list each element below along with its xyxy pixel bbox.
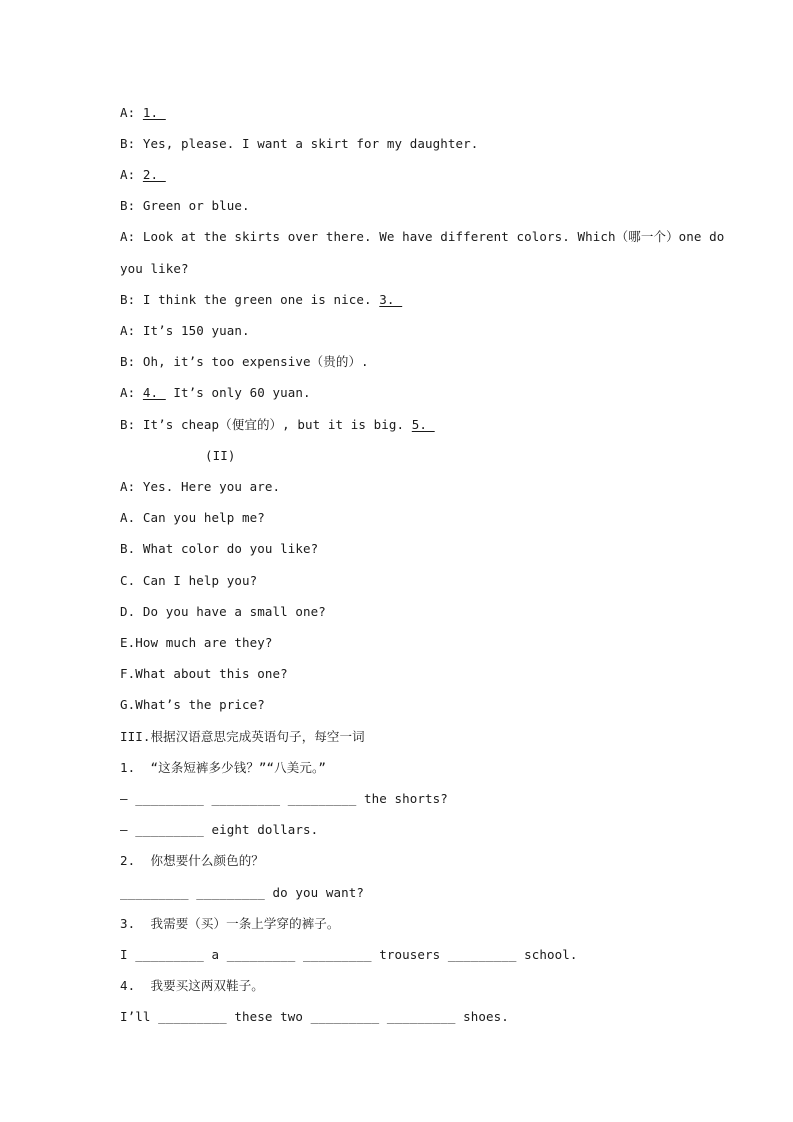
speaker: B:	[120, 354, 143, 369]
dialogue-text: It’s cheap（便宜的）, but it is big.	[142, 417, 412, 432]
dialogue-line-7	[120, 323, 250, 339]
dialogue-line-4	[120, 198, 250, 214]
dialogue-line-8	[120, 354, 369, 370]
option-e: E.How much are they?	[120, 635, 273, 650]
speaker: B:	[120, 417, 143, 432]
dialogue-last-line: A: Yes. Here you are.	[120, 479, 281, 494]
option-d: D. Do you have a small one?	[120, 604, 326, 619]
option-c: C. Can I help you?	[120, 573, 258, 588]
section-iii-title: III.根据汉语意思完成英语句子，每空一词	[120, 729, 365, 744]
speaker: A:	[120, 105, 143, 120]
dialogue-line-1	[120, 105, 166, 121]
dialogue-line-2	[120, 136, 478, 152]
dialogue-text: It’s 150 yuan.	[142, 323, 250, 338]
exercise-1-prompt: 1. “这条短裤多少钱？”“八美元。”	[120, 760, 326, 775]
speaker: A:	[120, 167, 143, 182]
option-a: A. Can you help me?	[120, 510, 265, 525]
dialogue-text: Green or blue.	[142, 198, 250, 213]
answer-blank-1[interactable]: 1.	[142, 105, 166, 120]
exercise-4-line-1[interactable]: I’ll _________ these two _________ _________ shoes.	[120, 1009, 509, 1024]
option-g: G.What’s the price?	[120, 697, 265, 712]
exercise-1-line-1[interactable]: — _________ _________ _________ the shorts?	[120, 791, 448, 806]
dialogue-line-5	[120, 229, 724, 245]
dialogue-line-5-cont	[120, 261, 189, 277]
speaker: B:	[120, 292, 143, 307]
speaker: A:	[120, 323, 143, 338]
dialogue-line-10	[120, 417, 435, 433]
dialogue-text-after: It’s only 60 yuan.	[165, 385, 311, 400]
exercise-1-line-2[interactable]: — _________ eight dollars.	[120, 822, 319, 837]
exercise-2-line-1[interactable]: _________ _________ do you want?	[120, 885, 365, 900]
dialogue-line-9	[120, 385, 311, 401]
exercise-2-prompt: 2. 你想要什么颜色的？	[120, 853, 264, 868]
exercise-3-line-1[interactable]: I _________ a _________ _________ trousers _________ school.	[120, 947, 578, 962]
dialogue-line-6	[120, 292, 402, 308]
dialogue-text: I think the green one is nice.	[142, 292, 380, 307]
answer-blank-2[interactable]: 2.	[142, 167, 166, 182]
answer-blank-3[interactable]: 3.	[379, 292, 403, 307]
dialogue-text: you like?	[120, 261, 189, 276]
speaker: A:	[120, 385, 143, 400]
speaker: B:	[120, 136, 143, 151]
answer-blank-5[interactable]: 5.	[411, 417, 435, 432]
dialogue-text: Look at the skirts over there. We have different colors. Which（哪一个）one do	[142, 229, 725, 244]
answer-blank-4[interactable]: 4.	[142, 385, 166, 400]
speaker: A:	[120, 229, 143, 244]
exercise-4-prompt: 4. 我要买这两双鞋子。	[120, 978, 264, 993]
dialogue-text: Yes, please. I want a skirt for my daughter.	[142, 136, 479, 151]
section-ii-label: (II)	[205, 448, 236, 463]
option-f: F.What about this one?	[120, 666, 288, 681]
dialogue-text: Oh, it’s too expensive（贵的）.	[142, 354, 369, 369]
exercise-3-prompt: 3. 我需要（买）一条上学穿的裤子。	[120, 916, 340, 931]
option-b: B. What color do you like?	[120, 541, 319, 556]
dialogue-line-3	[120, 167, 166, 183]
speaker: B:	[120, 198, 143, 213]
